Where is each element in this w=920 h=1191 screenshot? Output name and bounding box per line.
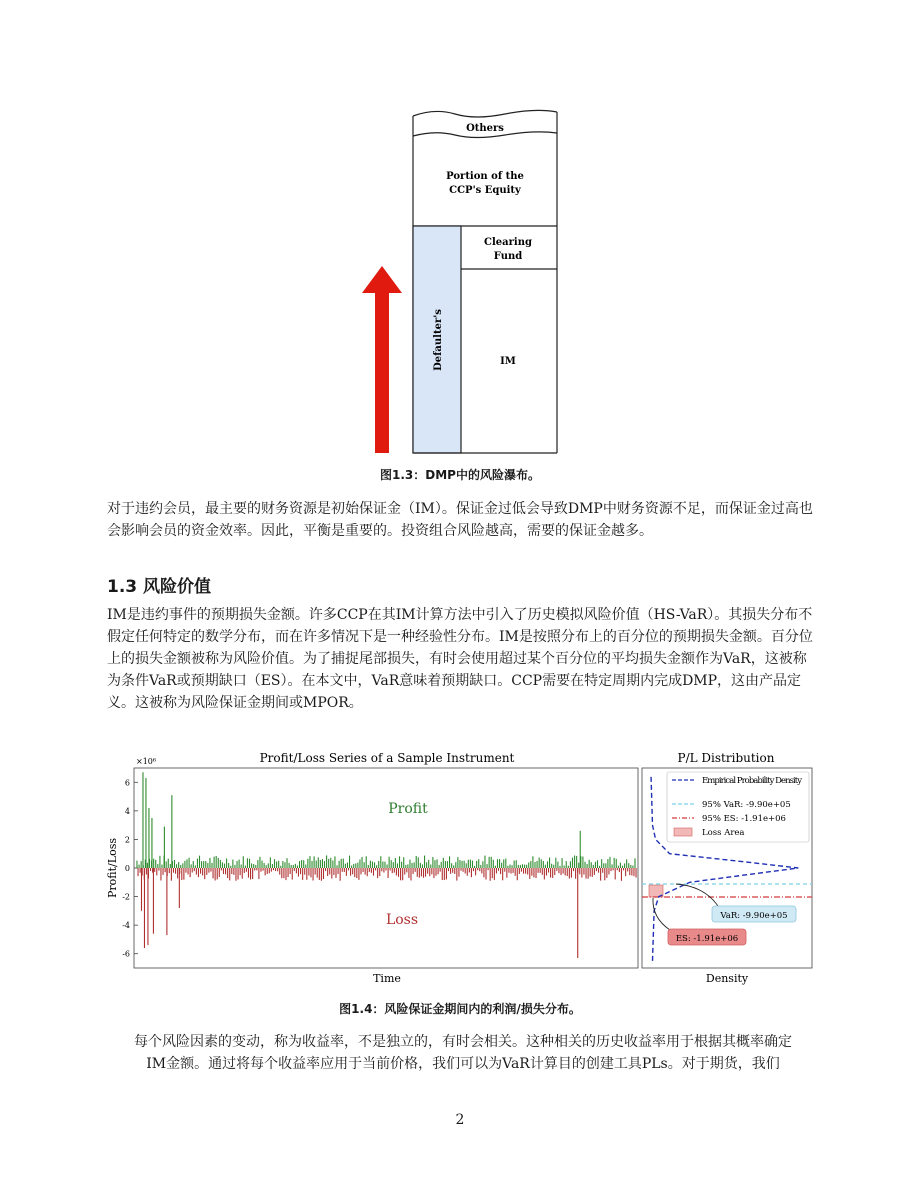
- paragraph-1: 对于违约会员，最主要的财务资源是初始保证金（IM）。保证金过低会导致DMP中财务资源不足，而保证金过高也会影响会员的资金效率。因此，平衡是重要的。投资组合风险越高，需要的保证金越多。: [107, 501, 813, 539]
- x-axis-label: Time: [373, 972, 401, 985]
- es-annotation: ES: -1.91e+06: [675, 934, 739, 944]
- figure-1-3-caption: 图1.3：DMP中的风险瀑布。: [380, 468, 540, 482]
- distribution-title: P/L Distribution: [677, 751, 775, 765]
- var-annotation: VaR: -9.90e+05: [720, 911, 788, 921]
- risk-waterfall-figure: [355, 108, 565, 458]
- y-tick-label: 0: [124, 864, 130, 873]
- red-arrow: [362, 266, 402, 453]
- paragraph-2: IM是违约事件的预期损失金额。许多CCP在其IM计算方法中引入了历史模拟风险价值（HS-VaR）。其损失分布不假定任何特定的数学分布，而在许多情况下是一种经验性分布。IM是按照分布上的百分位的预期损失金额。百分位上的损失金额被称为风险价值。为了捕捉尾部损失，有时会使用超过某个百分位的平均损失金额作为VaR，这被称为条件VaR或预期缺口（ES）。在本文中，VaR意味着预期缺口。CCP需要在特定周期内完成DMP，这由产品定义。这被称为风险保证金期间或MPOR。: [107, 607, 813, 711]
- profit-annotation: Profit: [388, 801, 428, 817]
- y-tick-label: 4: [124, 806, 130, 816]
- legend-var: 95% VaR: -9.90e+05: [702, 800, 791, 810]
- paragraph-3-line-2: IM金额。通过将每个收益率应用于当前价格，我们可以为VaR计算目的创建工具PLs。对于期货，我们: [146, 1056, 780, 1072]
- density-axis-label: Density: [705, 972, 749, 985]
- y-tick-label: -2: [122, 892, 130, 902]
- clearing-label-2: Fund: [493, 251, 523, 262]
- y-tick-label: 2: [124, 835, 130, 845]
- equity-label-1: Portion of the: [446, 171, 524, 182]
- page-number: 2: [455, 1112, 465, 1128]
- figure-1-4-caption: 图1.4：风险保证金期间内的利润/损失分布。: [339, 1002, 581, 1016]
- loss-annotation: Loss: [385, 912, 419, 928]
- y-tick-label: -6: [122, 949, 130, 959]
- y-tick-label: 6: [124, 778, 130, 788]
- im-label: IM: [500, 356, 516, 367]
- y-axis-label: Profit/Loss: [106, 838, 119, 898]
- pl-figure: [104, 746, 816, 988]
- section-title: 1.3 风险价值: [107, 577, 212, 597]
- equity-label-2: CCP's Equity: [449, 185, 521, 196]
- others-label: Others: [466, 123, 504, 134]
- legend-loss-area: Loss Area: [702, 828, 745, 838]
- y-tick-label: -4: [122, 921, 130, 931]
- clearing-label-1: Clearing: [484, 237, 532, 248]
- y-multiplier: ×10⁶: [136, 757, 157, 766]
- legend-es: 95% ES: -1.91e+06: [702, 814, 786, 824]
- paragraph-3: [107, 1031, 819, 1075]
- legend-density: Empirical Probability Density: [702, 776, 802, 786]
- paragraph-3-line-1: 每个风险因素的变动，称为收益率，不是独立的，有时会相关。这种相关的历史收益率用于根据其概率确定: [134, 1034, 792, 1050]
- pl-series-title: Profit/Loss Series of a Sample Instrument: [259, 751, 515, 765]
- defaulters-label: Defaulter's: [433, 309, 444, 371]
